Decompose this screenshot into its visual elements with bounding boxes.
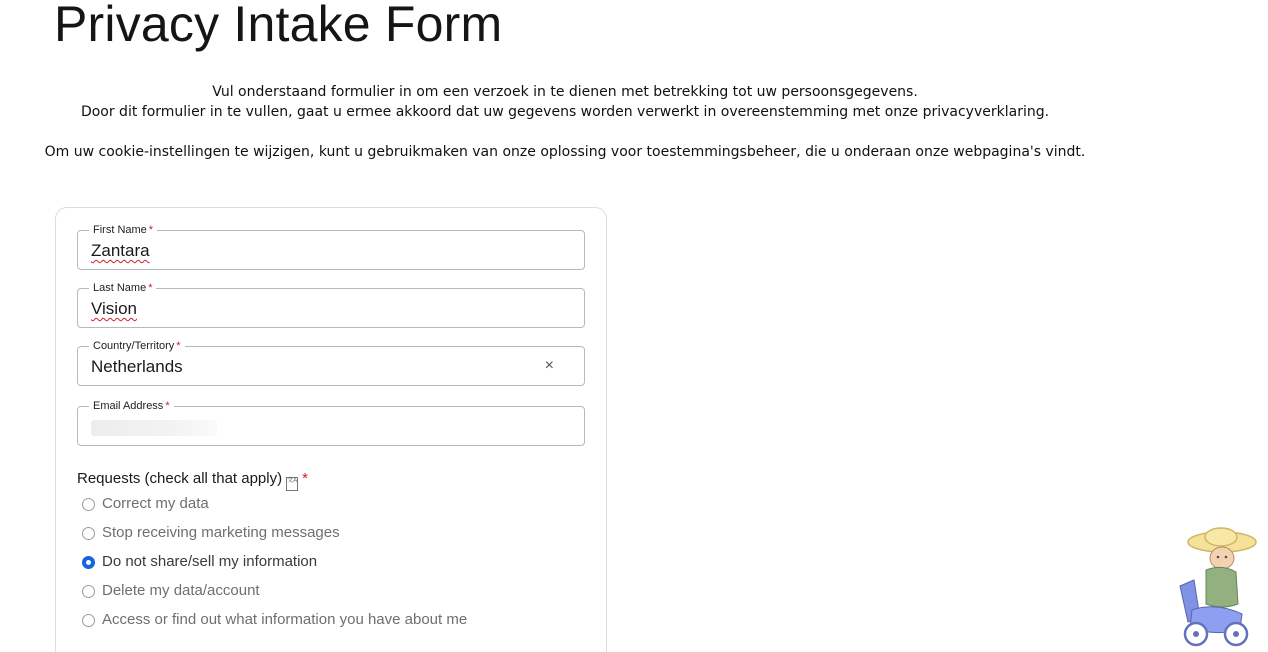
last-name-field[interactable] (77, 282, 585, 328)
radio-button[interactable] (82, 585, 95, 598)
request-option-do-not-share[interactable] (82, 552, 317, 572)
radio-button-selected[interactable] (82, 556, 95, 569)
intake-form-card (55, 207, 607, 652)
email-field[interactable] (77, 400, 585, 446)
option-label: Delete my data/account (102, 582, 260, 599)
intro-text (0, 82, 1130, 162)
intro-line-2: Door dit formulier in te vullen, gaat u ermee akkoord dat uw gegevens worden verwerkt in overeenstemming met onze privacyverklaring. (80, 104, 1050, 120)
translate-icon: 文A (286, 477, 298, 491)
radio-button[interactable] (82, 527, 95, 540)
request-option-correct-data[interactable] (82, 494, 209, 514)
last-name-label: Last Name * (89, 281, 156, 295)
required-marker: * (165, 400, 170, 412)
country-select[interactable] (77, 340, 585, 386)
country-label: Country/Territory * (89, 339, 185, 353)
required-marker: * (148, 224, 154, 236)
page-title: Privacy Intake Form (54, 0, 503, 52)
last-name-input[interactable]: Vision (91, 299, 137, 318)
required-marker: * (148, 282, 153, 294)
email-input-redacted[interactable] (91, 420, 217, 436)
country-selected-value: Netherlands (91, 357, 183, 376)
intro-line-1: Vul onderstaand formulier in om een verzoek in te dienen met betrekking tot uw persoonsgegevens. (212, 84, 918, 100)
option-label: Access or find out what information you have about me (102, 611, 468, 628)
first-name-field[interactable] (77, 224, 585, 270)
first-name-input[interactable]: Zantara (91, 241, 150, 260)
request-option-delete-data[interactable] (82, 581, 260, 601)
required-marker: * (176, 340, 181, 352)
email-label: Email Address * (89, 399, 174, 413)
request-option-stop-marketing[interactable] (82, 523, 340, 543)
option-label: Correct my data (102, 495, 209, 512)
option-label: Stop receiving marketing messages (102, 524, 340, 541)
intro-spacer (0, 122, 1130, 142)
requests-heading: Requests (check all that apply) 文A * (77, 469, 308, 491)
required-marker: * (302, 470, 308, 487)
close-icon[interactable]: × (544, 357, 554, 374)
request-option-access-info[interactable] (82, 610, 467, 630)
option-label: Do not share/sell my information (102, 553, 318, 570)
first-name-label: First Name * (89, 223, 157, 237)
intro-line-3: Om uw cookie-instellingen te wijzigen, kunt u gebruikmaken van onze oplossing voor toestemmingsbeheer, die u onderaan onze webpagina's vindt. (44, 144, 1086, 160)
radio-button[interactable] (82, 498, 95, 511)
mascot-watermark (1166, 526, 1260, 650)
radio-button[interactable] (82, 614, 95, 627)
